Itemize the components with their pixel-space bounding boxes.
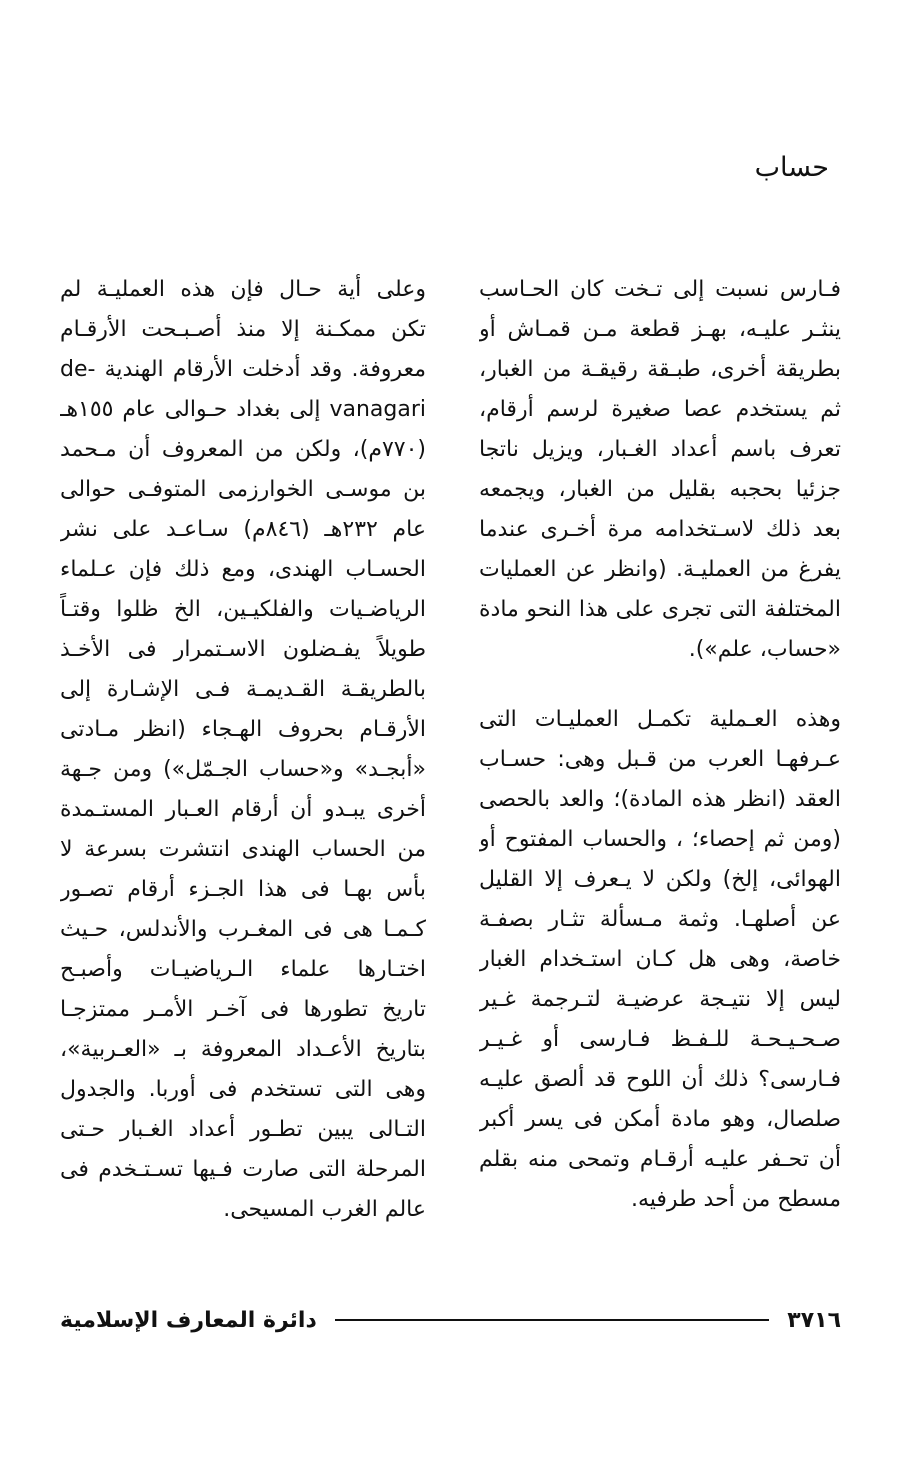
- text-line: ليس إلا نتيـجة عرضيـة لتـرجمة غـير: [479, 987, 841, 1012]
- paragraph-gap: [479, 670, 841, 700]
- text-line: خاصة، وهى هل كـان استـخدام الغبار: [479, 947, 841, 972]
- text-line: كـمـا هى فى المغـرب والأندلس، حـيث: [60, 917, 426, 942]
- text-line: وعلى أية حـال فإن هذه العمليـة لم: [60, 277, 426, 302]
- text-line: التـالى يبين تطـور أعداد الغـبار حـتى: [60, 1117, 426, 1142]
- text-line: بعد ذلك لاسـتخدامه مرة أخـرى عندما: [479, 517, 841, 542]
- text-line: تعرف باسم أعداد الغـبار، ويزيل ناتجا: [479, 437, 841, 462]
- text-line: فـارسى؟ ذلك أن اللوح قد ألصق عليـه: [479, 1067, 841, 1092]
- text-column-left: [60, 270, 426, 1230]
- text-line: مسطح من أحد طرفيه.: [630, 1187, 841, 1212]
- text-line: صلصال، وهو مادة أمكن فى يسر أكبر: [479, 1107, 841, 1132]
- text-line: ثم يستخدم عصا صغيرة لرسم أرقام،: [479, 397, 841, 422]
- text-line: بن موسـى الخوارزمى المتوفـى حوالى: [60, 477, 426, 502]
- text-line: وهذه العـملية تكمـل العمليـات التى: [479, 707, 841, 732]
- text-line: من الحساب الهندى انتشرت بسرعة لا: [60, 837, 426, 862]
- text-line: عـرفهـا العرب من قـبل وهى: حسـاب: [479, 747, 841, 772]
- text-line: اختـارها علماء الـرياضيـات وأصبـح: [60, 957, 426, 982]
- text-line: تاريخ تطورها فى آخـر الأمـر ممتزجـا: [60, 997, 426, 1022]
- text-line: المرحلة التى صارت فـيها تسـتـخدم فى: [60, 1157, 426, 1182]
- text-line: تكن ممكـنة إلا منذ أصـبـحت الأرقـام: [60, 317, 426, 342]
- text-line: جزئيا بحجبه بقليل من الغبار، ويجمعه: [479, 477, 841, 502]
- text-line: عالم الغرب المسيحى.: [223, 1197, 426, 1222]
- publication-title: دائرة المعارف الإسلامية: [60, 1307, 317, 1333]
- text-line: عن أصلهـا. وثمة مـسألة تثـار بصفـة: [479, 907, 841, 932]
- text-line: أن تحـفر عليـه أرقـام وتمحى منه بقلم: [479, 1147, 841, 1172]
- text-line: الرياضـيات والفلكيـين، الخ ظلوا وقتـاً: [60, 597, 426, 622]
- text-line: (٧٧٠م)، ولكن من المعروف أن مـحمد: [60, 437, 426, 462]
- text-line: vanagari إلى بغداد حـوالى عام ١٥٥هـ: [60, 397, 426, 422]
- text-line: بطريقة أخرى، طبـقة رقيقـة من الغبار،: [479, 357, 841, 382]
- text-line: ينثـر عليـه، بهـز قطعة مـن قمـاش أو: [479, 317, 841, 342]
- text-line: طويلاً يفـضلون الاسـتمرار فى الأخـذ: [60, 637, 426, 662]
- text-line: العقد (انظر هذه المادة)؛ والعد بالحصى: [479, 787, 841, 812]
- text-line: يفرغ من العمليـة. (وانظر عن العمليات: [479, 557, 841, 582]
- text-line: «حساب، علم»).: [688, 637, 841, 662]
- text-line: عام ٢٣٢هـ (٨٤٦م) سـاعـد على نشر: [60, 517, 426, 542]
- text-line: المختلفة التى تجرى على هذا النحو مادة: [479, 597, 841, 622]
- text-line: وهى التى تستخدم فى أوربا. والجدول: [60, 1077, 426, 1102]
- text-column-right: [479, 270, 841, 1220]
- text-line: بأس بهـا فى هذا الجـزء أرقام تصـور: [60, 877, 426, 902]
- text-line: بالطريقـة القـديمـة فـى الإشـارة إلى: [60, 677, 426, 702]
- page-footer: [60, 1300, 841, 1340]
- text-line: بتاريخ الأعـداد المعروفة بـ «العـربية»،: [60, 1037, 426, 1062]
- text-line: (ومن ثم إحصاء؛ ، والحساب المفتوح أو: [479, 827, 841, 852]
- text-line: صـحـيـحـة للـفـظ فـارسى أو غـيـر: [479, 1027, 841, 1052]
- footer-rule: [335, 1319, 770, 1321]
- text-line: معروفة. وقد أدخلت الأرقام الهندية -de: [60, 357, 426, 382]
- text-line: الهوائى، إلخ) ولكن لا يـعرف إلا القليل: [479, 867, 841, 892]
- running-header: حساب: [754, 152, 829, 183]
- text-line: الأرقـام بحروف الهـجاء (انظر مـادتى: [60, 717, 426, 742]
- text-line: أخرى يبـدو أن أرقام العـبار المستـمدة: [60, 797, 426, 822]
- text-line: «أبجـد» و«حساب الجـمّل») ومن جـهة: [60, 757, 426, 782]
- text-line: فـارس نسبت إلى تـخت كان الحـاسب: [479, 277, 841, 302]
- text-line: الحسـاب الهندى، ومع ذلك فإن عـلماء: [60, 557, 426, 582]
- page-number: ٣٧١٦: [787, 1307, 841, 1333]
